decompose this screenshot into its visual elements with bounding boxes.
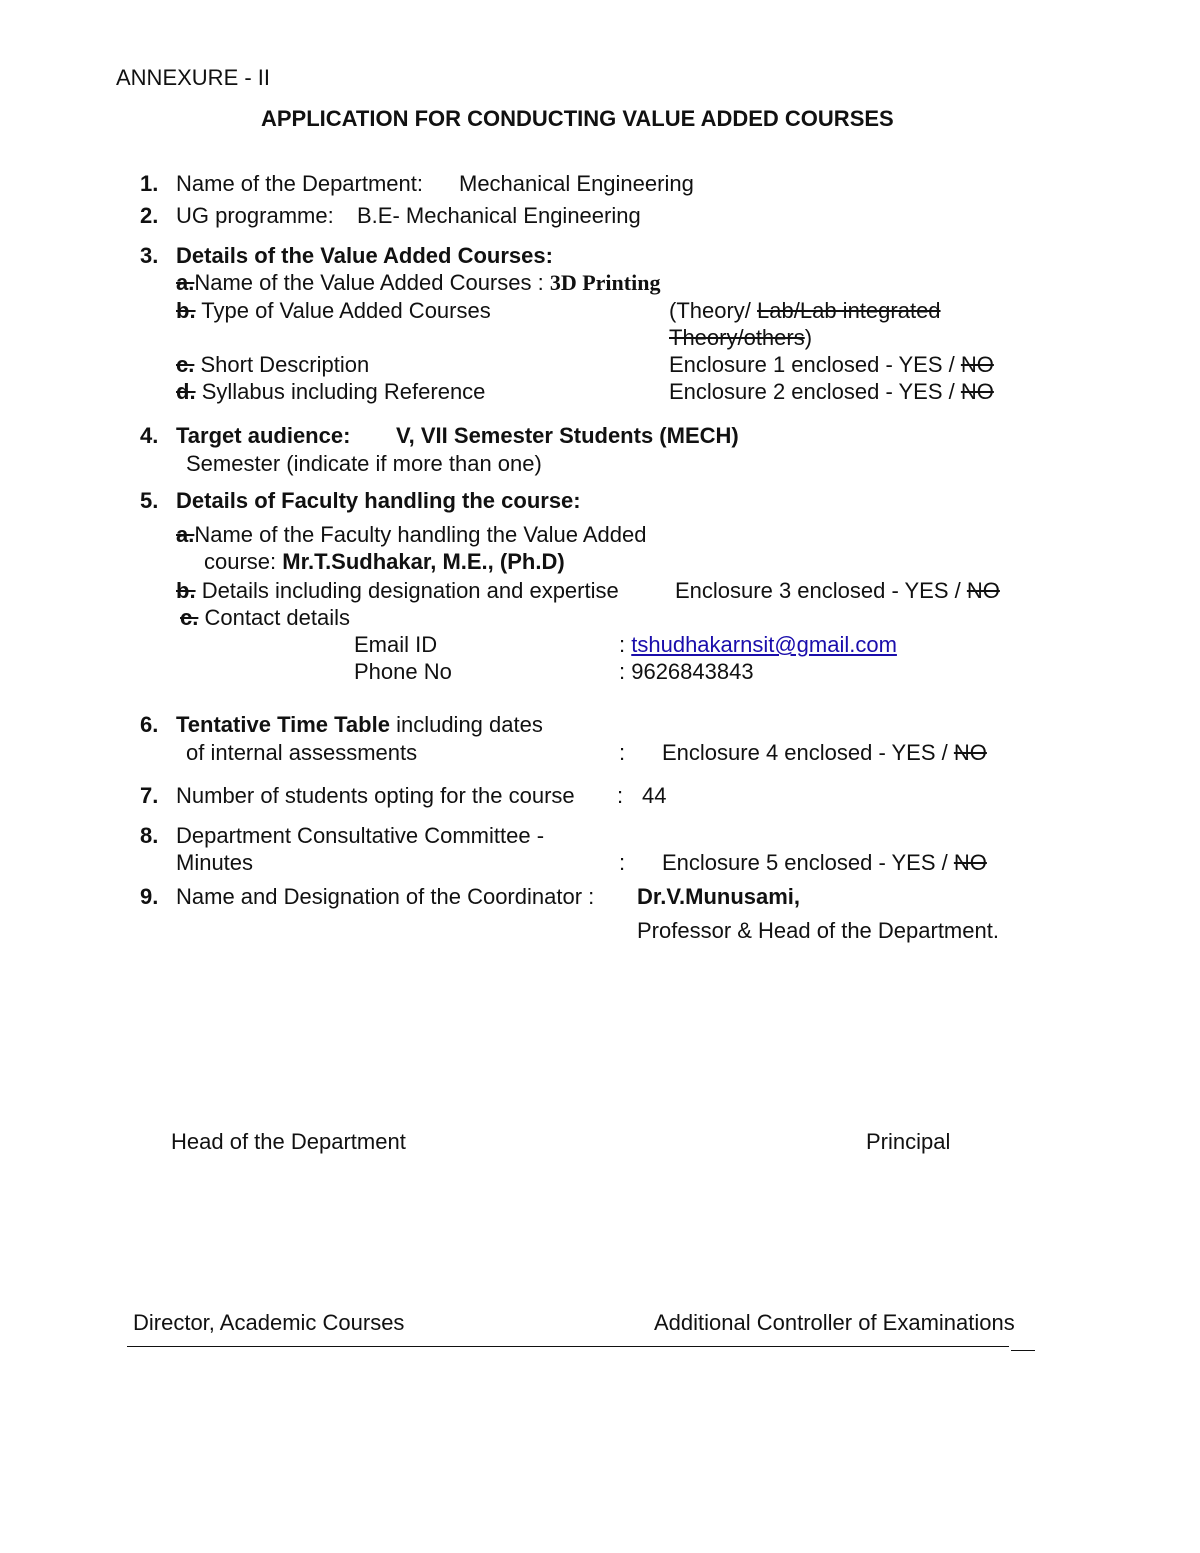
target-audience-value: V, VII Semester Students (MECH) xyxy=(396,423,739,448)
course-name-label: Name of the Value Added Courses : xyxy=(194,270,544,295)
faculty-details-row xyxy=(176,578,619,604)
item-number-6: 6. xyxy=(140,712,159,737)
coordinator-label: Name and Designation of the Coordinator : xyxy=(176,884,595,909)
bottom-rule-tail xyxy=(1011,1350,1035,1351)
dcc-label-line-2: Minutes xyxy=(176,850,254,875)
item-number-1: 1. xyxy=(140,171,159,196)
signature-hod: Head of the Department xyxy=(171,1129,406,1154)
email-label: Email ID xyxy=(354,632,438,657)
item-number-4: 4. xyxy=(140,423,159,448)
email-link[interactable]: tshudhakarnsit@gmail.com xyxy=(631,632,897,657)
marker-b: b. xyxy=(176,298,196,323)
enclosure-5-text: Enclosure 5 enclosed - YES / xyxy=(662,850,948,875)
timetable-label-rest: including dates xyxy=(396,712,543,737)
enclosure-3-no: NO xyxy=(966,578,1000,603)
course-name-row xyxy=(176,270,660,296)
enclosure-2-no: NO xyxy=(960,379,994,404)
enclosure-2-text: Enclosure 2 enclosed - YES / xyxy=(669,379,955,404)
enclosure-4-status xyxy=(662,740,987,766)
faculty-course-label: course: xyxy=(204,549,277,574)
phone-label: Phone No xyxy=(354,659,452,684)
timetable-colon: : xyxy=(619,740,626,765)
students-value: 44 xyxy=(642,783,667,808)
course-type-options-line2 xyxy=(669,325,812,351)
course-details-heading: Details of the Value Added Courses: xyxy=(176,243,553,268)
marker-d: d. xyxy=(176,379,196,404)
marker-a: a. xyxy=(176,270,195,295)
bottom-rule xyxy=(127,1346,1009,1347)
ug-programme-value: B.E- Mechanical Engineering xyxy=(357,203,641,228)
faculty-marker-b: b. xyxy=(176,578,196,603)
timetable-row xyxy=(176,712,543,738)
course-type-struck-2: Theory/others xyxy=(669,325,805,350)
annexure-label: ANNEXURE - II xyxy=(116,65,271,90)
email-row xyxy=(619,632,897,658)
item-number-3: 3. xyxy=(140,243,159,268)
enclosure-4-text: Enclosure 4 enclosed - YES / xyxy=(662,740,948,765)
short-description-label: Short Description xyxy=(200,352,370,377)
signature-principal: Principal xyxy=(866,1129,951,1154)
phone-value: : 9626843843 xyxy=(619,659,754,684)
faculty-marker-a: a. xyxy=(176,522,195,547)
target-audience-note: Semester (indicate if more than one) xyxy=(186,451,542,476)
item-number-5: 5. xyxy=(140,488,159,513)
course-type-options-line1 xyxy=(669,298,941,324)
faculty-marker-c: c. xyxy=(180,605,199,630)
timetable-line-2: of internal assessments xyxy=(186,740,418,765)
students-label: Number of students opting for the course xyxy=(176,783,575,808)
dcc-colon: : xyxy=(619,850,626,875)
item-number-7: 7. xyxy=(140,783,159,808)
short-description-row xyxy=(176,352,369,378)
faculty-name-row-1 xyxy=(176,522,646,548)
enclosure-1-status xyxy=(669,352,994,378)
contact-details-label: Contact details xyxy=(204,605,351,630)
faculty-details-label: Details including designation and expertise xyxy=(201,578,619,603)
course-type-row xyxy=(176,298,491,324)
department-label: Name of the Department: xyxy=(176,171,424,196)
course-type-label: Type of Value Added Courses xyxy=(201,298,491,323)
course-type-theory: (Theory/ xyxy=(669,298,751,323)
item-number-8: 8. xyxy=(140,823,159,848)
enclosure-3-text: Enclosure 3 enclosed - YES / xyxy=(675,578,961,603)
enclosure-5-no: NO xyxy=(953,850,987,875)
enclosure-1-no: NO xyxy=(960,352,994,377)
enclosure-4-no: NO xyxy=(953,740,987,765)
coordinator-name: Dr.V.Munusami, xyxy=(637,884,801,909)
enclosure-3-status xyxy=(675,578,1000,604)
dcc-label-line-1: Department Consultative Committee - xyxy=(176,823,545,848)
faculty-heading: Details of Faculty handling the course: xyxy=(176,488,581,513)
timetable-label-bold: Tentative Time Table xyxy=(176,712,390,737)
syllabus-label: Syllabus including Reference xyxy=(201,379,486,404)
faculty-name-value: Mr.T.Sudhakar, M.E., (Ph.D) xyxy=(282,549,565,574)
faculty-name-label: Name of the Faculty handling the Value Added xyxy=(194,522,647,547)
contact-details-row xyxy=(180,605,350,631)
course-type-struck-1: Lab/Lab integrated xyxy=(757,298,941,323)
target-audience-label: Target audience: xyxy=(176,423,351,448)
page-title: APPLICATION FOR CONDUCTING VALUE ADDED COURSES xyxy=(261,106,894,131)
enclosure-2-status xyxy=(669,379,994,405)
signature-director: Director, Academic Courses xyxy=(133,1310,405,1335)
signature-controller: Additional Controller of Examinations xyxy=(654,1310,1015,1335)
students-colon: : xyxy=(617,783,624,808)
faculty-name-row-2 xyxy=(204,549,565,575)
syllabus-row xyxy=(176,379,485,405)
department-value: Mechanical Engineering xyxy=(459,171,694,196)
item-number-2: 2. xyxy=(140,203,159,228)
enclosure-1-text: Enclosure 1 enclosed - YES / xyxy=(669,352,955,377)
course-name-value: 3D Printing xyxy=(549,270,661,295)
enclosure-5-status xyxy=(662,850,987,876)
ug-programme-label: UG programme: xyxy=(176,203,334,228)
email-colon: : xyxy=(619,632,626,657)
course-type-close: ) xyxy=(804,325,813,350)
coordinator-designation: Professor & Head of the Department. xyxy=(637,918,999,943)
item-number-9: 9. xyxy=(140,884,159,909)
marker-c: c. xyxy=(176,352,195,377)
